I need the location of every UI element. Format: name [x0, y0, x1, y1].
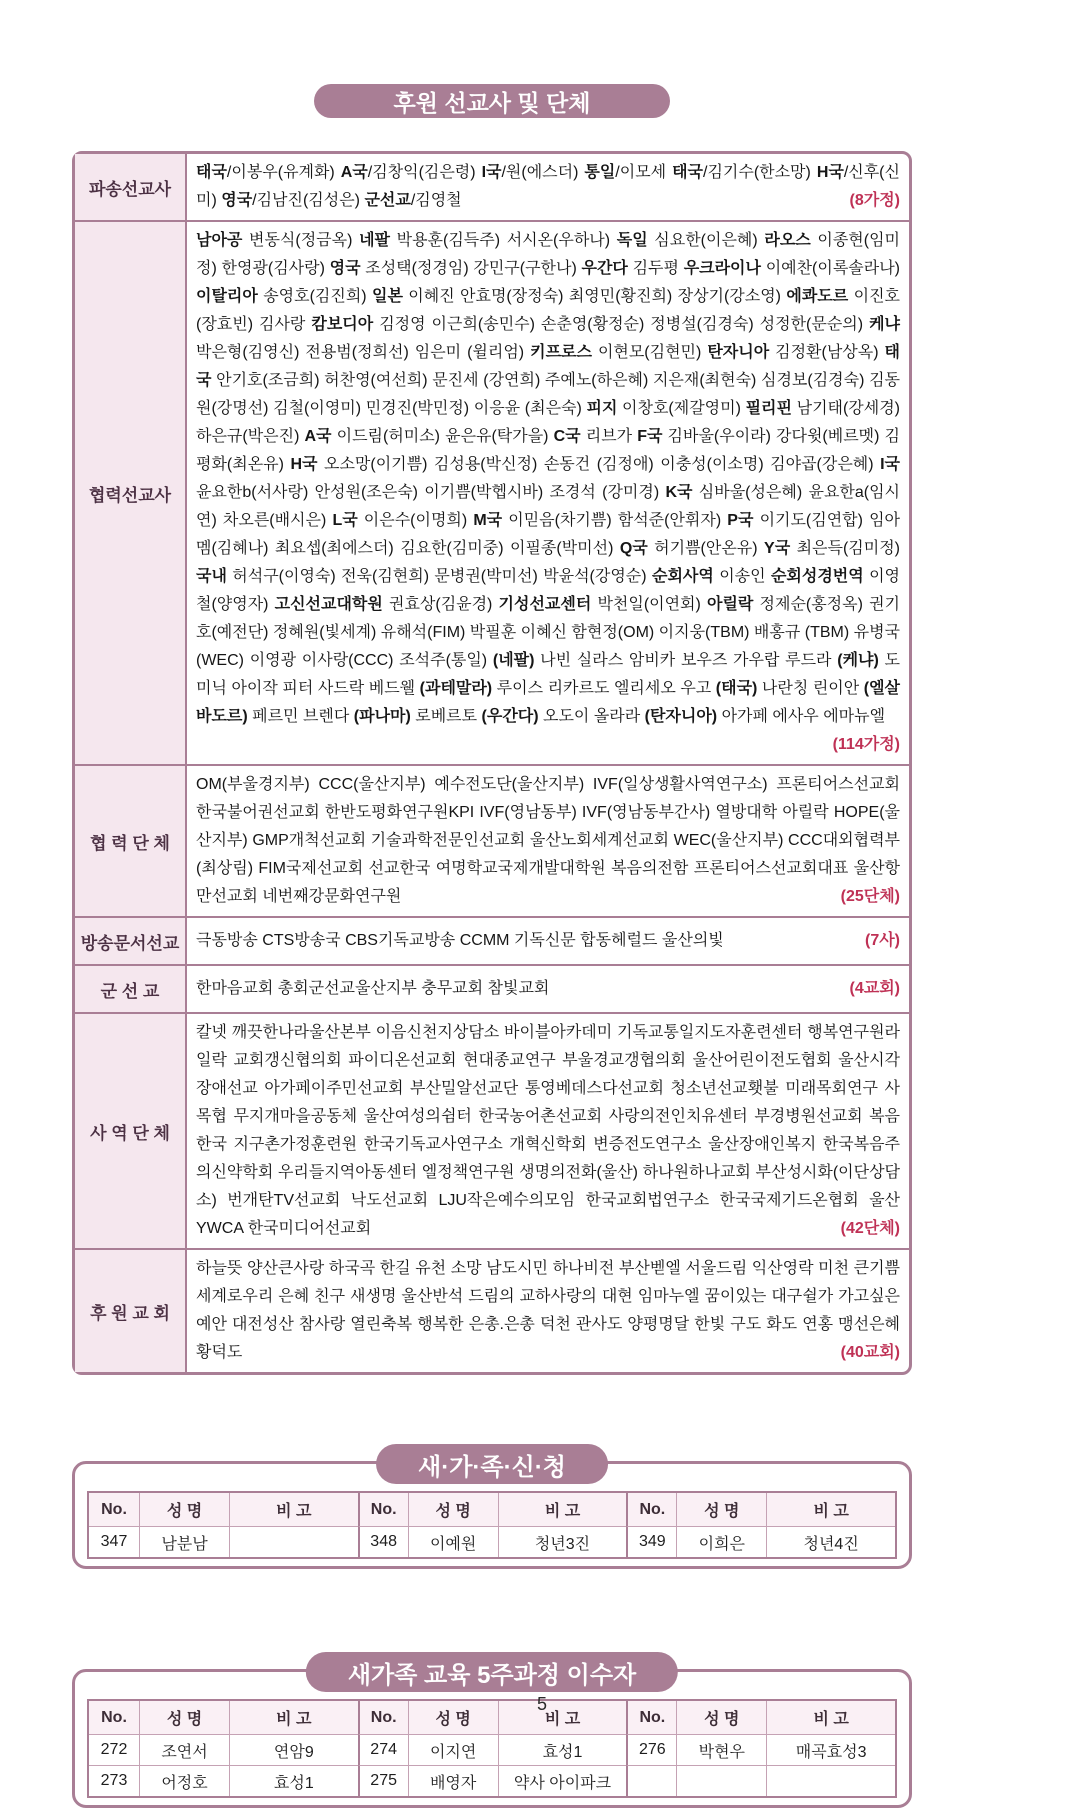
row-content: [187, 154, 909, 220]
page-content: [72, 0, 912, 1808]
column-header: No.: [626, 1701, 676, 1734]
row-text: 남아공 변동식(정금옥) 네팔 박용훈(김득주) 서시온(우하나) 독일 심요한(이은혜) 라오스 이종현(임미정) 한영광(김사랑) 영국 조성택(정경임) 강민구(구한나) 우간다 김두평 우크라이나 이예찬(이록솔라나) 이탈리아 송영호(김진희) 일본 이혜진 안효명(장정숙) 최영민(황진희) 장상기(강소영) 에콰도르 이진호(장효빈) 김사랑 캄보디아 김정영 이근희(송민수) 손춘영(황정순) 정병설(김경숙) 성정한(문순의) 케냐 박은형(김영신) 전용범(정희선) 임은미 (윌리엄) 키프로스 이현모(김현민) 탄자니아 김정환(남상옥) 태국 안기호(조금희) 허찬영(여선희) 문진세 (강연희) 주예노(하은혜) 지은재(최현숙) 심경보(김경숙) 김동원(강명선) 김철(이영미) 민경진(박민정) 이응윤 (최은숙) 피지 이창호(제갈영미) 필리핀 남기태(강세경) 하은규(박은진) A국 이드림(허미소) 윤은유(탁가을) C국 리브가 F국 김바울(우이라) 강다윗(베르멧) 김평화(최온유) H국 오소망(이기쁨) 김성용(박신정) 손동건 (김정애) 이충성(이소명) 김야곱(강은혜) I국 윤요한b(서사랑) 안성원(조은숙) 이기쁨(박헵시바) 조경석 (강미경) K국 심바울(성은혜) 윤요한a(임시연) 차오른(배시은) L국 이은수(이명희) M국 이믿음(차기쁨) 함석준(안휘자) P국 이기도(김연합) 임아멤(김혜나) 최요셉(최에스더) 김요한(김미중) 이필종(박미선) Q국 허기쁨(안온유) Y국 최은득(김미정) 국내 허석구(이영숙) 전욱(김현희) 문병권(박미선) 박윤석(강영순) 순회사역 이송인 순회성경번역 이영철(양영자) 고신선교대학원 권효상(김윤경) 기성선교센터 박천일(이연회) 아릴락 정제순(홍정옥) 권기호(예전단) 정혜원(빛세계) 유해석(FIM) 박필훈 이혜신 함현정(OM) 이지웅(TBM) 배홍규 (TBM) 유병국(WEC) 이영광 이사랑(CCC) 조석주(통일) (네팔) 나빈 실라스 암비카 보우즈 가우랍 루드라 (케냐) 도미닉 아이작 피터 사드락 베드웰 (과테말라) 루이스 리카르도 엘리세오 우고 (태국) 나란칭 린이안 (엘살바도르) 페르민 브렌다 (파나마) 로베르토 (우간다) 오도이 올라라 (탄자니아) 아가페 에사우 에마뉴엘 (114가정): [196, 227, 900, 759]
column-header: No.: [358, 1493, 408, 1526]
column-header: 비 고: [498, 1493, 627, 1526]
column-header: No.: [626, 1493, 676, 1526]
table-cell: 효성1: [229, 1765, 358, 1796]
row-text: 극동방송 CTS방송국 CBS기독교방송 CCMM 기독신문 합동헤럴드 울산의빛 (7사): [196, 927, 900, 955]
column-header: 비 고: [229, 1493, 358, 1526]
column-header: 비 고: [229, 1701, 358, 1734]
row-text: OM(부울경지부) CCC(울산지부) 예수전도단(울산지부) IVF(일상생활사역연구소) 프론티어스선교회 한국불어권선교회 한반도평화연구원KPI IVF(영남동부) IVF(영남동부간사) 열방대학 아릴락 HOPE(울산지부) GMP개척선교회 기술과학전문인선교회 울산노회세계선교회 WEC(울산지부) CCC대외협력부(최상림) FIM국제선교회 선교한국 여명학교국제개발대학원 복음의전함 프론티어스선교회대표 울산항만선교회 네번째강문화연구원 (25단체): [196, 771, 900, 911]
table-cell: 273: [89, 1765, 139, 1796]
row-category-label: 방송문서선교: [75, 918, 187, 964]
row-category-label: 협력선교사: [75, 222, 187, 764]
support-table: [72, 151, 912, 1375]
table-cell: 어정호: [139, 1765, 229, 1796]
support-table-row: [75, 764, 909, 916]
table-cell: 청년3진: [498, 1526, 627, 1557]
row-count-badge: (25단체): [840, 888, 900, 905]
table-cell: 조연서: [139, 1734, 229, 1765]
table-cell: 이예원: [408, 1526, 498, 1557]
row-content: [187, 966, 909, 1012]
row-count-badge: (7사): [864, 932, 900, 949]
table-cell: [626, 1765, 676, 1796]
course-title: 새가족 교육 5주과정 이수자: [347, 1661, 637, 1689]
table-cell: 배영자: [408, 1765, 498, 1796]
column-header: 성 명: [408, 1701, 498, 1734]
page-number: 5: [536, 1694, 547, 1714]
column-header: 비 고: [498, 1701, 627, 1734]
support-table-row: [75, 916, 909, 964]
table-cell: 349: [626, 1526, 676, 1557]
table-cell: 274: [358, 1734, 408, 1765]
new-family-banner: [376, 1444, 608, 1484]
table-cell: 약사 아이파크: [498, 1765, 627, 1796]
table-cell: [766, 1765, 895, 1796]
row-category-label: 사 역 단 체: [75, 1014, 187, 1248]
row-category-label: 협 력 단 체: [75, 766, 187, 916]
column-header: 성 명: [139, 1701, 229, 1734]
table-cell: [676, 1765, 766, 1796]
row-count-badge: (4교회): [849, 980, 900, 997]
row-count-badge: (40교회): [840, 1344, 900, 1361]
table-cell: 매곡효성3: [766, 1734, 895, 1765]
column-header: No.: [358, 1701, 408, 1734]
table-cell: 276: [626, 1734, 676, 1765]
table-cell: 연암9: [229, 1734, 358, 1765]
column-header: 비 고: [766, 1493, 895, 1526]
course-banner: [306, 1652, 678, 1692]
support-table-row: [75, 154, 909, 220]
row-content: [187, 222, 909, 764]
new-family-section: [72, 1453, 912, 1569]
row-content: [187, 918, 909, 964]
column-header: 성 명: [676, 1493, 766, 1526]
row-count-badge: (42단체): [840, 1220, 900, 1237]
table-cell: 348: [358, 1526, 408, 1557]
row-count-badge: (114가정): [832, 736, 900, 753]
row-count-badge: (8가정): [849, 192, 900, 209]
row-text: 태국/이봉우(유계화) A국/김창익(김은령) I국/원(에스더) 통일/이모세 태국/김기수(한소망) H국/신후(신미) 영국/김남진(김성은) 군선교/김영철 (8가정): [196, 159, 900, 215]
table-cell: 이지연: [408, 1734, 498, 1765]
new-family-title: 새·가·족·신·청: [418, 1453, 566, 1481]
row-content: [187, 766, 909, 916]
row-text: 칼넷 깨끗한나라울산본부 이음신천지상담소 바이블아카데미 기독교통일지도자훈련센터 행복연구원라일락 교회갱신협의회 파이디온선교회 현대종교연구 부울경교갱협의회 울산어린이전도협회 울산시각장애선교 아가페이주민선교회 부산밀알선교단 통영베데스다선교회 청소년선교횃불 미래목회연구 사목협 무지개마을공동체 울산여성의쉼터 한국농어촌선교회 사랑의전인치유센터 부경병원선교회 복음한국 지구촌가정훈련원 한국기독교사연구소 개혁신학회 변증전도연구소 울산장애인복지 한국복음주의신약학회 우리들지역아동센터 엘정책연구원 생명의전화(울산) 하나원하나교회 부산성시화(이단상담소) 번개탄TV선교회 낙도선교회 LJU작은예수의모임 한국교회법연구소 한국국제기드온협회 울산YWCA 한국미디어선교회 (42단체): [196, 1019, 900, 1243]
table-cell: 347: [89, 1526, 139, 1557]
row-content: [187, 1250, 909, 1372]
course-section: [72, 1661, 912, 1808]
table-cell: 272: [89, 1734, 139, 1765]
column-header: No.: [89, 1493, 139, 1526]
row-content: [187, 1014, 909, 1248]
support-table-row: [75, 1012, 909, 1248]
column-header: 성 명: [676, 1701, 766, 1734]
table-cell: 남분남: [139, 1526, 229, 1557]
row-category-label: 군 선 교: [75, 966, 187, 1012]
row-text: 하늘뜻 양산큰사랑 하국곡 한길 유천 소망 남도시민 하나비전 부산벧엘 서울드림 익산영락 미천 큰기쁨 세계로우리 은혜 친구 새생명 울산반석 드림의 교하사랑의 대현 임마누엘 꿈이있는 대구쉴가 가고싶은 예안 대전성산 참사랑 열린축복 행복한 은총.은총 덕천 관사도 양평명달 한빛 구도 화도 연홍 맹선은혜 황덕도 (40교회): [196, 1255, 900, 1367]
support-section-banner: [314, 84, 670, 118]
support-table-row: [75, 220, 909, 764]
support-table-row: [75, 1248, 909, 1372]
row-text: 한마음교회 총회군선교울산지부 충무교회 참빛교회 (4교회): [196, 975, 900, 1003]
table-cell: 청년4진: [766, 1526, 895, 1557]
table-cell: [229, 1526, 358, 1557]
table-cell: 박현우: [676, 1734, 766, 1765]
row-category-label: 파송선교사: [75, 154, 187, 220]
column-header: 성 명: [408, 1493, 498, 1526]
column-header: 성 명: [139, 1493, 229, 1526]
table-cell: 효성1: [498, 1734, 627, 1765]
column-header: No.: [89, 1701, 139, 1734]
table-cell: 275: [358, 1765, 408, 1796]
support-table-row: [75, 964, 909, 1012]
support-section-title: 후원 선교사 및 단체: [393, 89, 591, 116]
table-cell: 이희은: [676, 1526, 766, 1557]
column-header: 비 고: [766, 1701, 895, 1734]
row-category-label: 후 원 교 회: [75, 1250, 187, 1372]
new-family-table: [87, 1491, 897, 1559]
